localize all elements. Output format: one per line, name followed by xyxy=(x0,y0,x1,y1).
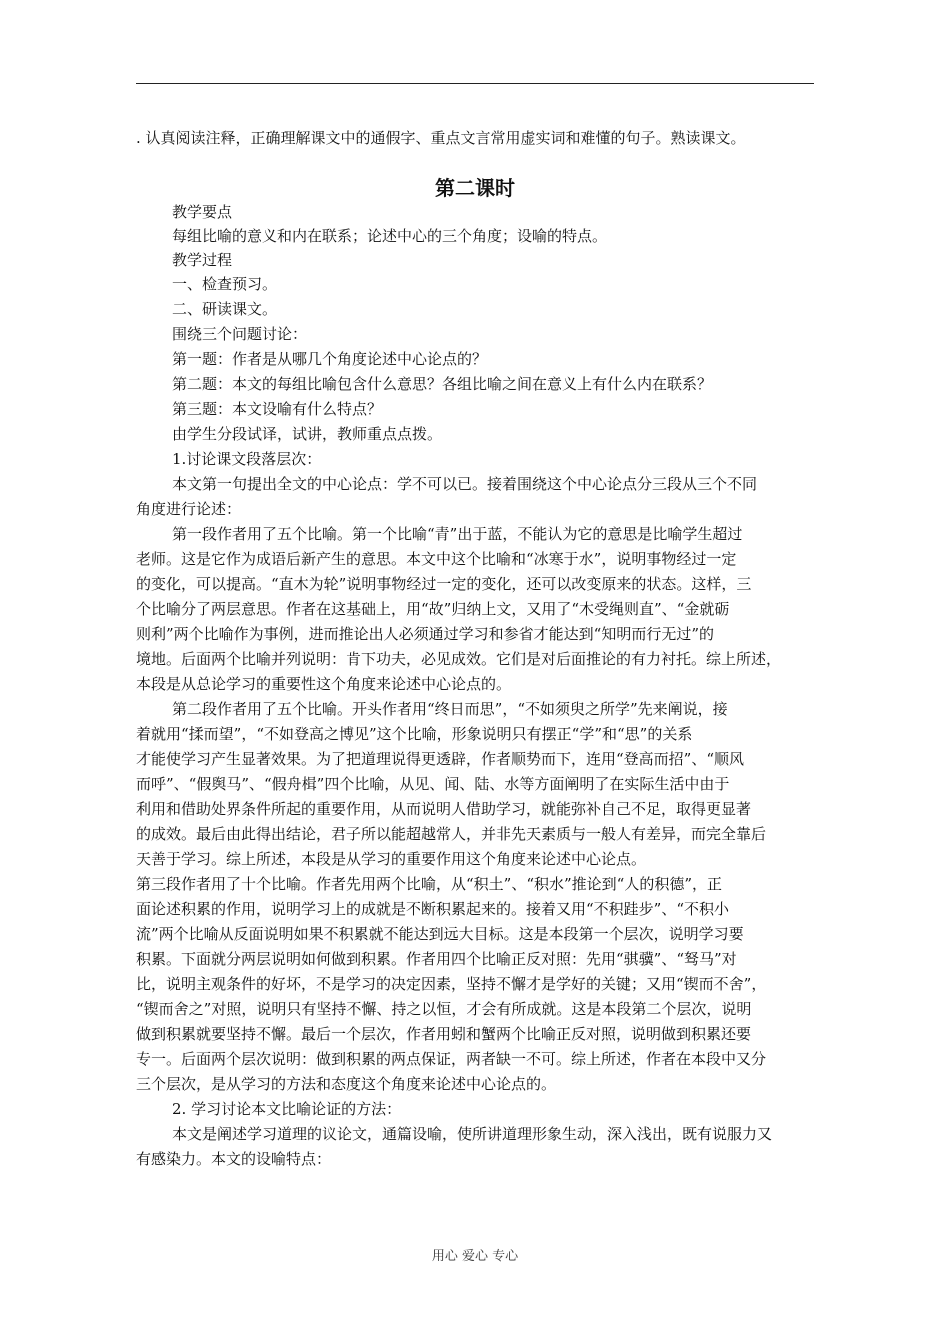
page-footer: 用心 爱心 专心 xyxy=(431,1249,519,1264)
text-line: 而呼”、“假舆马”、“假舟楫”四个比喻，从见、闻、陆、水等方面阐明了在实际生活中由于 xyxy=(136,775,730,793)
text-line: 的成效。最后由此得出结论，君子所以能超越常人，并非先天素质与一般人有差异，而完全靠后 xyxy=(136,825,767,843)
text-line: 第一段作者用了五个比喻。第一个比喻“青”出于蓝，不能认为它的意思是比喻学生超过 xyxy=(172,525,743,543)
text-line: “锲而舍之”对照，说明只有坚持不懈、持之以恒，才会有所成就。这是本段第二个层次，说明 xyxy=(136,1000,752,1018)
text-line: 积累。下面就分两层说明如何做到积累。作者用四个比喻正反对照：先用“骐骥”、“驽马”对 xyxy=(136,950,737,968)
text-line: 有感染力。本文的设喻特点： xyxy=(136,1150,332,1168)
text-line: 第二题：本文的每组比喻包含什么意思？各组比喻之间在意义上有什么内在联系？ xyxy=(172,375,713,393)
text-line: 利用和借助处界条件所起的重要作用，从而说明人借助学习，就能弥补自己不足，取得更显著 xyxy=(136,800,752,818)
text-line: 境地。后面两个比喻并列说明：肯下功夫，必见成效。它们是对后面推论的有力衬托。综上所述， xyxy=(136,650,782,668)
text-line: 第三段作者用了十个比喻。作者先用两个比喻，从“积土”、“积水”推论到“人的积德”，正 xyxy=(136,875,723,893)
text-line: 的变化，可以提高。“直木为轮”说明事物经过一定的变化，还可以改变原来的状态。这样，三 xyxy=(136,575,752,593)
text-line: 流”两个比喻从反面说明如果不积累就不能达到远大目标。这是本段第一个层次，说明学习要 xyxy=(136,925,744,943)
text-line: 教学要点 xyxy=(172,203,233,221)
text-line: 着就用“揉而望”，“不如登高之博见”这个比喻，形象说明只有摆正“学”和“思”的关系 xyxy=(136,725,693,743)
text-line: 三个层次，是从学习的方法和态度这个角度来论述中心论点的。 xyxy=(136,1075,557,1093)
text-line: 老师。这是它作为成语后新产生的意思。本文中这个比喻和“冰寒于水”，说明事物经过一定 xyxy=(136,550,737,568)
text-line: 天善于学习。综上所述，本段是从学习的重要作用这个角度来论述中心论点。 xyxy=(136,850,647,868)
text-line: 教学过程 xyxy=(172,251,233,269)
text-line: 角度进行论述： xyxy=(136,500,242,518)
text-line: 二、研读课文。 xyxy=(172,300,278,318)
text-line: 第一题：作者是从哪几个角度论述中心论点的？ xyxy=(172,350,488,368)
text-line: 一、检查预习。 xyxy=(172,275,278,293)
text-line: 个比喻分了两层意思。作者在这基础上，用“故”归纳上文，又用了“木受绳则直”、“金就砺 xyxy=(136,600,730,618)
text-line: 专一。后面两个层次说明：做到积累的两点保证，两者缺一不可。综上所述，作者在本段中又分 xyxy=(136,1050,767,1068)
text-line: 围绕三个问题讨论： xyxy=(172,325,308,343)
text-line: 本段是从总论学习的重要性这个角度来论述中心论点的。 xyxy=(136,675,512,693)
text-line: 本文第一句提出全文的中心论点：学不可以已。接着围绕这个中心论点分三段从三个不同 xyxy=(172,475,758,493)
text-line: 由学生分段试译，试讲，教师重点点拨。 xyxy=(172,425,443,443)
text-line: 本文是阐述学习道理的议论文，通篇设喻，使所讲道理形象生动，深入浅出，既有说服力又 xyxy=(172,1125,773,1143)
text-line: 做到积累就要坚持不懈。最后一个层次，作者用蚓和蟹两个比喻正反对照，说明做到积累还要 xyxy=(136,1025,752,1043)
text-line: 1.讨论课文段落层次： xyxy=(172,450,322,468)
text-line: 才能使学习产生显著效果。为了把道理说得更透辟，作者顺势而下，连用“登高而招”、“顺风 xyxy=(136,750,745,768)
text-line: 2. 学习讨论本文比喻论证的方法： xyxy=(172,1100,402,1118)
header-rule xyxy=(136,83,814,84)
text-line: 比，说明主观条件的好坏，不是学习的决定因素，坚持不懈才是学好的关键；又用“锲而不舍”， xyxy=(136,975,767,993)
text-line: 则利”两个比喻作为事例，进而推论出人必须通过学习和参省才能达到“知明而行无过”的 xyxy=(136,625,715,643)
page-title: 第二课时 xyxy=(435,176,515,200)
text-line: 第二段作者用了五个比喻。开头作者用“终日而思”，“不如须臾之所学”先来阐说，接 xyxy=(172,700,728,718)
text-line: 面论述积累的作用，说明学习上的成就是不断积累起来的。接着又用“不积跬步”、“不积小 xyxy=(136,900,730,918)
intro-line: . 认真阅读注释，正确理解课文中的通假字、重点文言常用虚实词和难懂的句子。熟读课文。 xyxy=(136,129,746,147)
text-line: 每组比喻的意义和内在联系；论述中心的三个角度；设喻的特点。 xyxy=(172,227,608,245)
text-line: 第三题：本文设喻有什么特点？ xyxy=(172,400,383,418)
